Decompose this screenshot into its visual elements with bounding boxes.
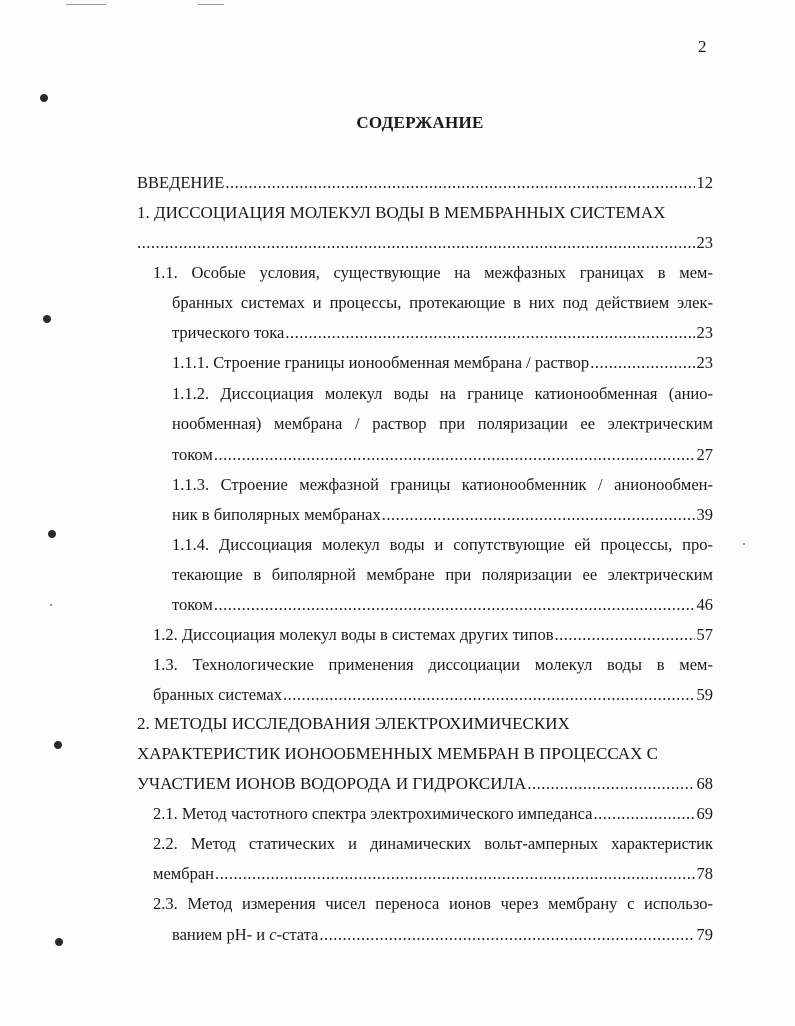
toc-entry-1-1-1[interactable] xyxy=(172,352,713,374)
dot-leader xyxy=(225,172,694,194)
toc-entry-chapter-2[interactable]: 2. МЕТОДЫ ИССЛЕДОВАНИЯ ЭЛЕКТРОХИМИЧЕСКИХ xyxy=(137,714,570,733)
toc-entry-1-1-3[interactable]: 1.1.3. Строение межфазной границы катионообменник / анионообмен- xyxy=(172,475,713,494)
toc-entry-intro[interactable] xyxy=(137,172,713,194)
toc-page-number: 78 xyxy=(696,864,713,883)
toc-entry-1-1[interactable]: 1.1. Особые условия, существующие на межфазных границах в мем- xyxy=(153,263,713,282)
toc-entry-1-1-2-end xyxy=(172,444,713,466)
dot-leader xyxy=(215,863,694,885)
punch-hole xyxy=(43,315,51,323)
dot-leader xyxy=(137,232,695,254)
toc-entry-2-1[interactable] xyxy=(153,803,713,825)
scan-line-right xyxy=(198,4,224,5)
toc-page-number: 68 xyxy=(696,774,713,793)
dot-leader xyxy=(285,322,694,344)
toc-entry-title: трического тока xyxy=(172,323,285,342)
scan-speck xyxy=(743,543,745,545)
toc-page-number: 23 xyxy=(696,233,713,252)
toc-entry-title: током xyxy=(172,595,213,614)
dot-leader xyxy=(593,803,694,825)
toc-entry-1-1-cont: бранных системах и процессы, протекающие в них под действием элек- xyxy=(172,293,713,312)
toc-entry-chapter-1-leader xyxy=(137,232,713,254)
dot-leader xyxy=(527,773,694,795)
toc-entry-title: УЧАСТИЕМ ИОНОВ ВОДОРОДА И ГИДРОКСИЛА xyxy=(137,774,527,793)
toc-entry-2-3[interactable]: 2.3. Метод измерения чисел переноса ионов через мембрану с использо- xyxy=(153,894,713,913)
dot-leader xyxy=(319,924,694,946)
toc-page-number: 79 xyxy=(696,925,713,944)
toc-entry-2-2[interactable]: 2.2. Метод статических и динамических вольт-амперных характеристик xyxy=(153,834,713,853)
toc-entry-title: бранных системах xyxy=(153,685,283,704)
toc-entry-1-1-3-end xyxy=(172,504,713,526)
dot-leader xyxy=(555,624,695,646)
toc-page-number: 46 xyxy=(696,595,713,614)
toc-entry-title: 2.1. Метод частотного спектра электрохимического импеданса xyxy=(153,804,593,823)
toc-entry-1-1-end xyxy=(172,322,713,344)
dot-leader xyxy=(214,444,695,466)
scan-speck xyxy=(50,604,52,606)
toc-entry-2-3-end xyxy=(172,924,713,946)
toc-entry-1-3-end xyxy=(153,684,713,706)
toc-page-number: 69 xyxy=(696,804,713,823)
toc-entry-1-1-4-end xyxy=(172,594,713,616)
scan-line-left xyxy=(66,4,106,5)
toc-page-number: 23 xyxy=(696,353,713,372)
punch-hole xyxy=(48,530,56,538)
page-number: 2 xyxy=(698,37,707,56)
toc-page-number: 57 xyxy=(696,625,713,644)
dot-leader xyxy=(590,352,694,374)
toc-entry-title: мембран xyxy=(153,864,215,883)
dot-leader xyxy=(214,594,695,616)
toc-entry-title: 1.1.1. Строение границы ионообменная мембрана / раствор xyxy=(172,353,590,372)
toc-entry-chapter-1[interactable] xyxy=(137,202,713,224)
toc-page-number: 27 xyxy=(696,445,713,464)
punch-hole xyxy=(54,741,62,749)
dot-leader xyxy=(283,684,694,706)
toc-page-number: 12 xyxy=(696,173,713,192)
toc-page-number: 39 xyxy=(696,505,713,524)
toc-entry-title: ВВЕДЕНИЕ xyxy=(137,173,225,192)
toc-entry-chapter-2-end xyxy=(137,773,713,795)
toc-entry-1-3[interactable]: 1.3. Технологические применения диссоциации молекул воды в мем- xyxy=(153,655,713,674)
toc-entry-1-2[interactable] xyxy=(153,624,713,646)
toc-entry-title: ванием pH- и c-стата xyxy=(172,925,319,944)
toc-entry-title: 1. ДИССОЦИАЦИЯ МОЛЕКУЛ ВОДЫ В МЕМБРАННЫХ СИСТЕМАХ xyxy=(137,203,666,222)
toc-entry-title: ник в биполярных мембранах xyxy=(172,505,381,524)
toc-entry-title: 1.2. Диссоциация молекул воды в системах других типов xyxy=(153,625,554,644)
punch-hole xyxy=(40,94,48,102)
toc-page-number: 59 xyxy=(696,685,713,704)
toc-entry-1-1-4[interactable]: 1.1.4. Диссоциация молекул воды и сопутствующие ей процессы, про- xyxy=(172,535,713,554)
toc-entry-1-1-2-cont: нообменная) мембрана / раствор при поляризации ее электрическим xyxy=(172,414,713,433)
dot-leader xyxy=(382,504,695,526)
toc-page-number: 23 xyxy=(696,323,713,342)
page-title: СОДЕРЖАНИЕ xyxy=(356,113,484,132)
punch-hole xyxy=(55,938,63,946)
toc-entry-2-2-end xyxy=(153,863,713,885)
toc-entry-1-1-4-cont: текающие в биполярной мембране при поляризации ее электрическим xyxy=(172,565,713,584)
toc-entry-1-1-2[interactable]: 1.1.2. Диссоциация молекул воды на границе катионообменная (анио- xyxy=(172,384,713,403)
toc-entry-title: током xyxy=(172,445,213,464)
toc-entry-chapter-2-cont: ХАРАКТЕРИСТИК ИОНООБМЕННЫХ МЕМБРАН В ПРОЦЕССАХ С xyxy=(137,744,658,763)
